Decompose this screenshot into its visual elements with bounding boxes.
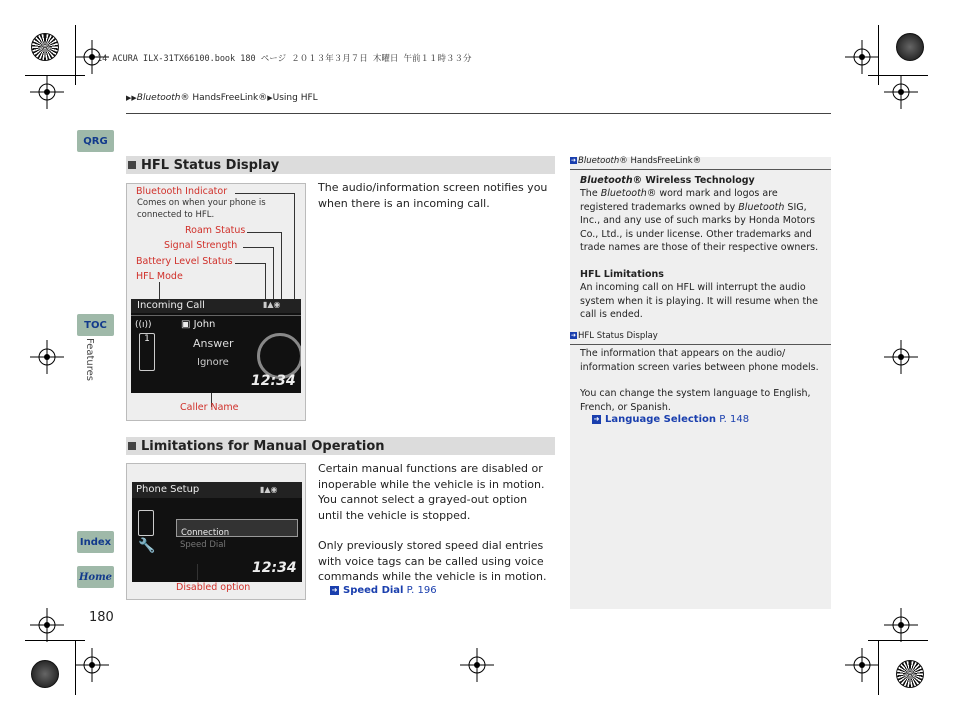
tech-title-rest: ® Wireless Technology: [632, 175, 755, 186]
label-battery-level: Battery Level Status: [136, 256, 233, 267]
label-roam-status: Roam Status: [185, 225, 246, 236]
sidebar-head-handsfreelink: [570, 156, 831, 170]
xref-speed-dial[interactable]: [330, 585, 437, 596]
status-icons: ▮▲◉: [260, 485, 278, 494]
signal-waves-icon: ((ı)): [135, 320, 152, 330]
xref-label: Language Selection: [605, 414, 717, 425]
menu-item-connection[interactable]: [176, 519, 298, 537]
side-label-features: Features: [84, 338, 95, 381]
section1-text: The audio/information screen notifies you when there is an incoming call.: [318, 181, 548, 210]
sidebar-head-italic: Bluetooth: [578, 156, 620, 166]
ignore-option: Ignore: [197, 357, 229, 368]
tech-body-d: Bluetooth: [738, 201, 785, 213]
index-tab[interactable]: Index: [77, 531, 114, 553]
tech-body-c: ® word mark and logos are registered trademarks owned by: [580, 188, 778, 213]
tech-title: [580, 174, 825, 188]
crosshair-icon: [884, 340, 918, 374]
breadcrumb-using-hfl[interactable]: Using HFL: [272, 93, 318, 103]
menu-item-label: Connection: [181, 528, 230, 538]
label-caller-name: Caller Name: [180, 402, 239, 413]
home-tab-label: Home: [78, 571, 113, 583]
section-header-hfl-status: [126, 156, 555, 174]
note-icon: ➜: [570, 332, 577, 339]
qrg-tab[interactable]: QRG: [77, 130, 114, 152]
crosshair-icon: [845, 648, 879, 682]
crosshair-icon: [30, 75, 64, 109]
note-icon: ➜: [570, 157, 577, 164]
sidebar-head-text: HFL Status Display: [578, 331, 658, 341]
section-title: HFL Status Display: [141, 157, 280, 173]
xref-label: Speed Dial: [343, 585, 404, 596]
registration-rosette-icon: [31, 660, 59, 688]
status-body2: You can change the system language to English, French, or Spanish.: [580, 388, 811, 413]
caller-name-row: ▣ John: [181, 319, 216, 330]
phone-icon: 1: [139, 333, 155, 371]
hfl-status-figure: [126, 183, 306, 421]
crosshair-icon: [30, 608, 64, 642]
tech-body-e: SIG, Inc., and any use of such marks by Honda Motors Co., Ltd., is under license. Other trademarks and trade names are those of their respective owners.: [580, 201, 819, 253]
phone-icon: [138, 510, 154, 536]
breadcrumb-handsfreelink: ® HandsFreeLink®: [180, 93, 268, 103]
phone-setup-screen: [132, 482, 302, 582]
clock: 12:34: [251, 373, 296, 389]
caller-name: John: [193, 319, 216, 330]
crosshair-icon: [460, 648, 494, 682]
tech-title-italic: Bluetooth: [580, 175, 633, 186]
xref-arrow-icon: ➜: [331, 585, 338, 594]
tech-body-a: The: [580, 188, 601, 199]
crosshair-icon: [75, 648, 109, 682]
tech-body-b: Bluetooth: [600, 188, 647, 199]
limit-body: An incoming call on HFL will interrupt the audio system when it is playing. It will resume when the call is ended.: [580, 282, 819, 320]
xref-page: P. 148: [716, 414, 750, 425]
sidebar-head-hfl-status: [570, 331, 831, 345]
xref-page: P. 196: [403, 585, 437, 596]
wrench-icon: 🔧: [138, 538, 156, 554]
registration-rosette-icon: [896, 660, 924, 688]
limit-title: HFL Limitations: [580, 269, 664, 280]
toc-tab[interactable]: TOC: [77, 314, 114, 336]
label-bluetooth-indicator: Bluetooth Indicator: [136, 186, 228, 197]
section2-para1: Certain manual functions are disabled or inoperable while the vehicle is in motion. You cannot select a grayed-out option until the vehicle is stopped.: [318, 462, 545, 522]
breadcrumb: ▶▶Bluetooth® HandsFreeLink®▶Using HFL: [126, 93, 318, 103]
section-header-limitations: [126, 437, 555, 455]
label-bluetooth-desc: Comes on when your phone is connected to HFL.: [137, 198, 266, 220]
status-icons: ▮▲◉: [263, 300, 281, 309]
phone-setup-figure: [126, 463, 306, 600]
crosshair-icon: [30, 340, 64, 374]
xref-language-selection[interactable]: [592, 414, 749, 425]
status-body1: The information that appears on the audio/ information screen varies between phone models.: [580, 348, 819, 373]
label-signal-strength: Signal Strength: [164, 240, 238, 251]
breadcrumb-bluetooth: Bluetooth: [136, 93, 181, 103]
label-disabled-option: Disabled option: [176, 582, 251, 593]
screen-title: Phone Setup: [136, 484, 200, 495]
menu-item-speed-dial-disabled: Speed Dial: [180, 540, 226, 550]
section2-para2: Only previously stored speed dial entries with voice tags can be called using voice commands while the vehicle is in motion.: [318, 539, 547, 583]
sidebar-head-rest: ® HandsFreeLink®: [619, 156, 702, 166]
tech-body: [580, 187, 825, 255]
crosshair-icon: [884, 75, 918, 109]
print-header: 14 ACURA ILX-31TX66100.book 180 ページ ２０１３年３月７日 木曜日 午前１１時３３分: [97, 54, 472, 64]
clock: 12:34: [252, 560, 297, 576]
header-rule: [126, 113, 831, 114]
crosshair-icon: [884, 608, 918, 642]
xref-arrow-icon: ➜: [593, 414, 600, 423]
incoming-call-screen: [131, 299, 301, 393]
section-title: Limitations for Manual Operation: [141, 438, 385, 454]
page-number: 180: [89, 610, 114, 625]
label-hfl-mode: HFL Mode: [136, 271, 183, 282]
registration-rosette-icon: [31, 33, 59, 61]
crosshair-icon: [845, 40, 879, 74]
answer-option: Answer: [193, 337, 234, 350]
home-tab[interactable]: [77, 566, 114, 588]
registration-rosette-icon: [896, 33, 924, 61]
screen-title: Incoming Call: [137, 300, 205, 311]
